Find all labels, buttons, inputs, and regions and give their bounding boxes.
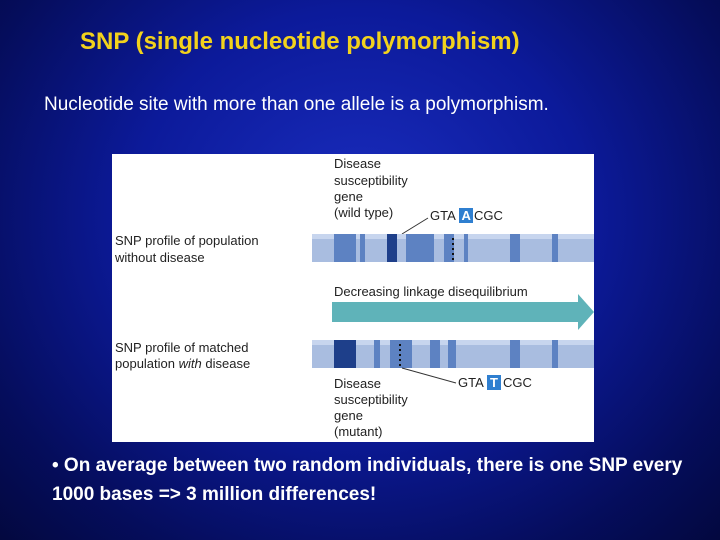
bullet-point: • On average between two random individuals, there is one SNP every 1000 bases => 3 million differences! [52,455,683,505]
arrow-label: Decreasing linkage disequilibrium [334,284,528,299]
chromosome-bar-without-disease [312,234,594,262]
wild-pointer-line [402,218,428,234]
wild-seq-snp: A [461,208,471,223]
slide-subtitle: Nucleotide site with more than one allele is a polymorphism. [44,94,549,115]
mutant-label-line-2: susceptibility [334,392,408,407]
snp-figure [112,154,594,442]
mutant-pointer-line [402,368,456,383]
pop-without-label-1: SNP profile of population [115,233,259,248]
wild-seq-before: GTA [430,208,456,223]
wild-label-line-2: susceptibility [334,173,408,188]
pop-without-label-2: without disease [115,250,205,265]
pop-with-label-2: population with disease [115,356,251,371]
mutant-seq-snp: T [490,375,498,390]
mutant-seq-before: GTA [458,375,484,390]
wild-label-line-4: (wild type) [334,205,394,220]
pop-with-label-1: SNP profile of matched [115,340,249,355]
wild-label-line-1: Disease [334,156,381,171]
chromosome-bar-with-disease [312,340,594,368]
mutant-label-line-4: (mutant) [334,424,383,439]
linkage-arrow [332,294,594,330]
wild-seq-after: CGC [474,208,503,223]
slide-title: SNP (single nucleotide polymorphism) [80,28,520,55]
snp-diagram [112,154,594,442]
mutant-label-line-1: Disease [334,376,381,391]
wild-label-line-3: gene [334,189,363,204]
mutant-seq-after: CGC [503,375,532,390]
mutant-label-line-3: gene [334,408,363,423]
